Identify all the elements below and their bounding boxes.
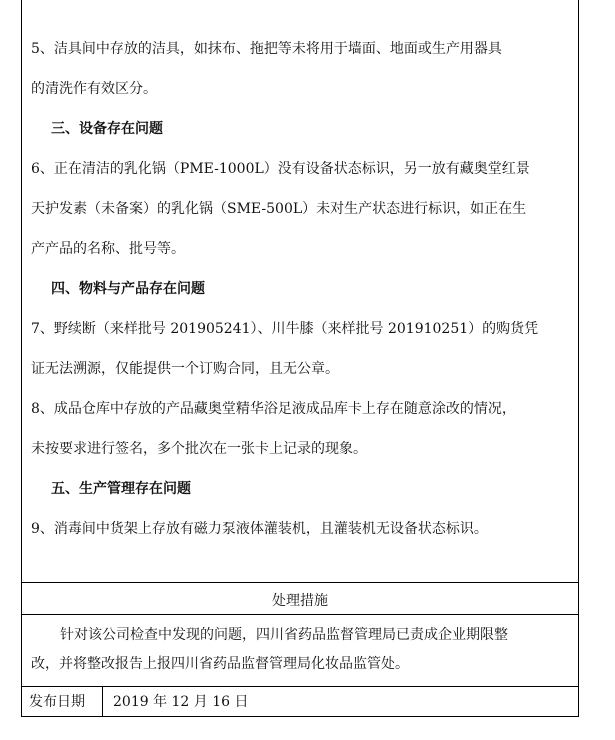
measures-line-1: 针对该公司检查中发现的问题，四川省药品监督管理局已责成企业期限整 (60, 627, 508, 643)
measures-title: 处理措施 (272, 593, 328, 609)
item-9-line-1: 9、消毒间中货架上存放有磁力泵液体灌装机，且灌装机无设备状态标识。 (31, 521, 488, 537)
row-divider-measures-top (21, 582, 579, 583)
publish-date-value: 2019 年 12 月 16 日 (113, 694, 249, 710)
item-7-line-1: 7、野续断（来样批号 201905241）、川牛膝（来样批号 201910251）的购货凭 (31, 321, 539, 337)
row-divider-measures-bottom (21, 614, 579, 615)
item-6-line-1: 6、正在清洁的乳化锅（PME-1000L）没有设备状态标识，另一放有藏奥堂红景 (31, 161, 530, 177)
item-6-line-3: 产产品的名称、批号等。 (31, 241, 185, 257)
row-divider-date-top (21, 686, 579, 687)
measures-line-2: 改，并将整改报告上报四川省药品监督管理局化妆品监管处。 (31, 656, 409, 672)
item-6-line-2: 天护发素（未备案）的乳化锅（SME-500L）未对生产状态进行标识，如正在生 (31, 201, 527, 217)
section-5-heading: 五、生产管理存在问题 (51, 481, 191, 497)
item-8-line-1: 8、成品仓库中存放的产品藏奥堂精华浴足液成品库卡上存在随意涂改的情况， (31, 401, 516, 417)
item-5-line-2: 的清洗作有效区分。 (31, 81, 157, 97)
section-3-heading: 三、设备存在问题 (51, 121, 163, 137)
item-5-line-1: 5、洁具间中存放的洁具，如抹布、拖把等未将用于墙面、地面或生产用器具 (31, 41, 502, 57)
section-4-heading: 四、物料与产品存在问题 (51, 281, 205, 297)
item-7-line-2: 证无法溯源，仅能提供一个订购合同，且无公章。 (31, 361, 339, 377)
date-cell-divider (102, 686, 103, 717)
publish-date-label: 发布日期 (29, 694, 85, 710)
item-8-line-2: 未按要求进行签名，多个批次在一张卡上记录的现象。 (31, 441, 367, 457)
